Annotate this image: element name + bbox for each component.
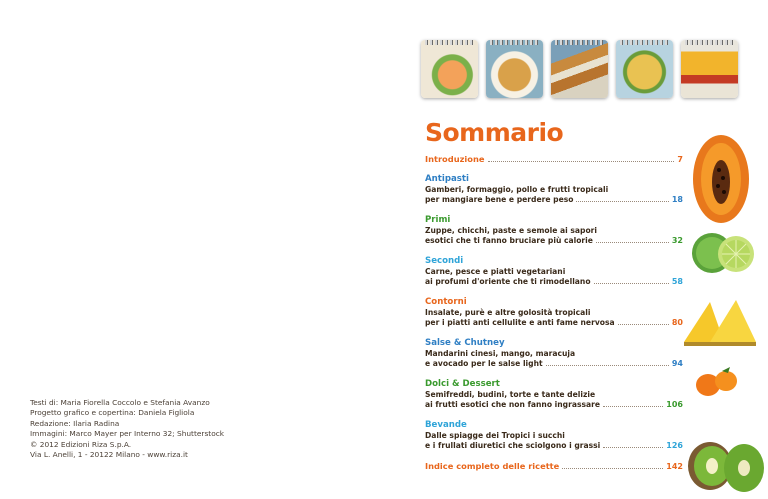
noodle-bowl-photo [486, 40, 543, 98]
section-heading: Antipasti [425, 174, 469, 184]
leader-dots [596, 242, 669, 243]
section-description-line: Mandarini cinesi, mango, maracuja [425, 349, 576, 358]
section-description-line: per i piatti anti cellulite e anti fame nervosa [425, 318, 615, 327]
page-number: 142 [666, 462, 683, 471]
toc-entry-introduzione[interactable] [425, 154, 683, 164]
section-description-line: e avocado per le salse light [425, 359, 543, 368]
section-description-line: ai frutti esotici che non fanno ingrassare [425, 400, 601, 409]
pineapple-image [680, 298, 764, 346]
page-number: 58 [671, 277, 683, 286]
table-of-contents [425, 154, 683, 471]
section-heading: Dolci & Dessert [425, 379, 500, 389]
section-description-last [425, 277, 683, 287]
page-number: 106 [666, 400, 683, 409]
toc-section-antipasti[interactable] [425, 174, 683, 205]
leader-dots [603, 406, 663, 407]
leader-dots [603, 447, 663, 448]
section-description-line: Insalate, purè e altre golosità tropicali [425, 308, 591, 317]
toc-entry-label: Introduzione [425, 154, 485, 164]
credits-copyright: © 2012 Edizioni Riza S.p.A. [30, 439, 132, 449]
leader-dots [546, 365, 669, 366]
section-description-line: esotici che ti fanno bruciare più calorie [425, 236, 593, 245]
toc-section-salse-chutney[interactable] [425, 338, 683, 369]
leader-dots [594, 283, 669, 284]
page-title: Sommario [425, 118, 564, 147]
section-description-line: ai profumi d'oriente che ti rimodellano [425, 277, 591, 286]
section-description-line: Carne, pesce e piatti vegetariani [425, 267, 566, 276]
section-heading: Salse & Chutney [425, 338, 505, 348]
recipe-photo-strip [421, 38, 739, 100]
section-description-last [425, 318, 683, 328]
section-description-last [425, 359, 683, 369]
section-description-last [425, 236, 683, 246]
toc-section-primi[interactable] [425, 215, 683, 246]
section-heading: Bevande [425, 420, 467, 430]
section-description-line: Zuppe, chicchi, paste e semole ai sapori [425, 226, 598, 235]
section-description-line: per mangiare bene e perdere peso [425, 195, 574, 204]
credits-images: Immagini: Marco Mayer per Interno 32; Shutterstock [30, 429, 225, 439]
leader-dots [618, 324, 669, 325]
page-number: 32 [671, 236, 683, 245]
section-description-line: Semifreddi, budini, torte e tante delizie [425, 390, 596, 399]
toc-section-secondi[interactable] [425, 256, 683, 287]
toc-entry-label: Indice completo delle ricette [425, 461, 560, 471]
credits-design: Progetto grafico e copertina: Daniela Figliola [30, 408, 195, 418]
prawn-dish-photo [421, 40, 478, 98]
toc-entry-indice[interactable] [425, 461, 683, 471]
toc-section-bevande[interactable] [425, 420, 683, 451]
rice-dish-photo [616, 40, 673, 98]
leader-dots [562, 468, 663, 469]
leader-dots [576, 201, 668, 202]
kiwi-image [686, 436, 768, 496]
section-description-last [425, 400, 683, 410]
page-number: 126 [666, 441, 683, 450]
credits-editing: Redazione: Ilaria Radina [30, 418, 120, 428]
section-heading: Primi [425, 215, 451, 225]
dessert-glass-photo [681, 40, 738, 98]
section-description-line: Gamberi, formaggio, pollo e frutti tropicali [425, 185, 609, 194]
section-heading: Secondi [425, 256, 464, 266]
page-number: 18 [671, 195, 683, 204]
credits-block [30, 398, 224, 460]
papaya-image [688, 130, 754, 228]
credits-address: Via L. Anelli, 1 - 20122 Milano - www.riza.it [30, 450, 188, 460]
page-number: 94 [671, 359, 683, 368]
skewers-photo [551, 40, 608, 98]
section-description-line: Dalle spiagge dei Tropici i succhi [425, 431, 565, 440]
section-description-last [425, 441, 683, 451]
section-description-last [425, 195, 683, 205]
page-number: 7 [677, 155, 683, 164]
toc-section-contorni[interactable] [425, 297, 683, 328]
page-number: 80 [671, 318, 683, 327]
section-description-line: e i frullati diuretici che sciolgono i grassi [425, 441, 601, 450]
leader-dots [488, 161, 675, 162]
toc-section-dolci-dessert[interactable] [425, 379, 683, 410]
credits-authors: Testi di: Maria Fiorella Coccolo e Stefania Avanzo [30, 398, 210, 407]
kumquats-image [694, 365, 740, 399]
section-heading: Contorni [425, 297, 467, 307]
limes-image [690, 228, 756, 278]
